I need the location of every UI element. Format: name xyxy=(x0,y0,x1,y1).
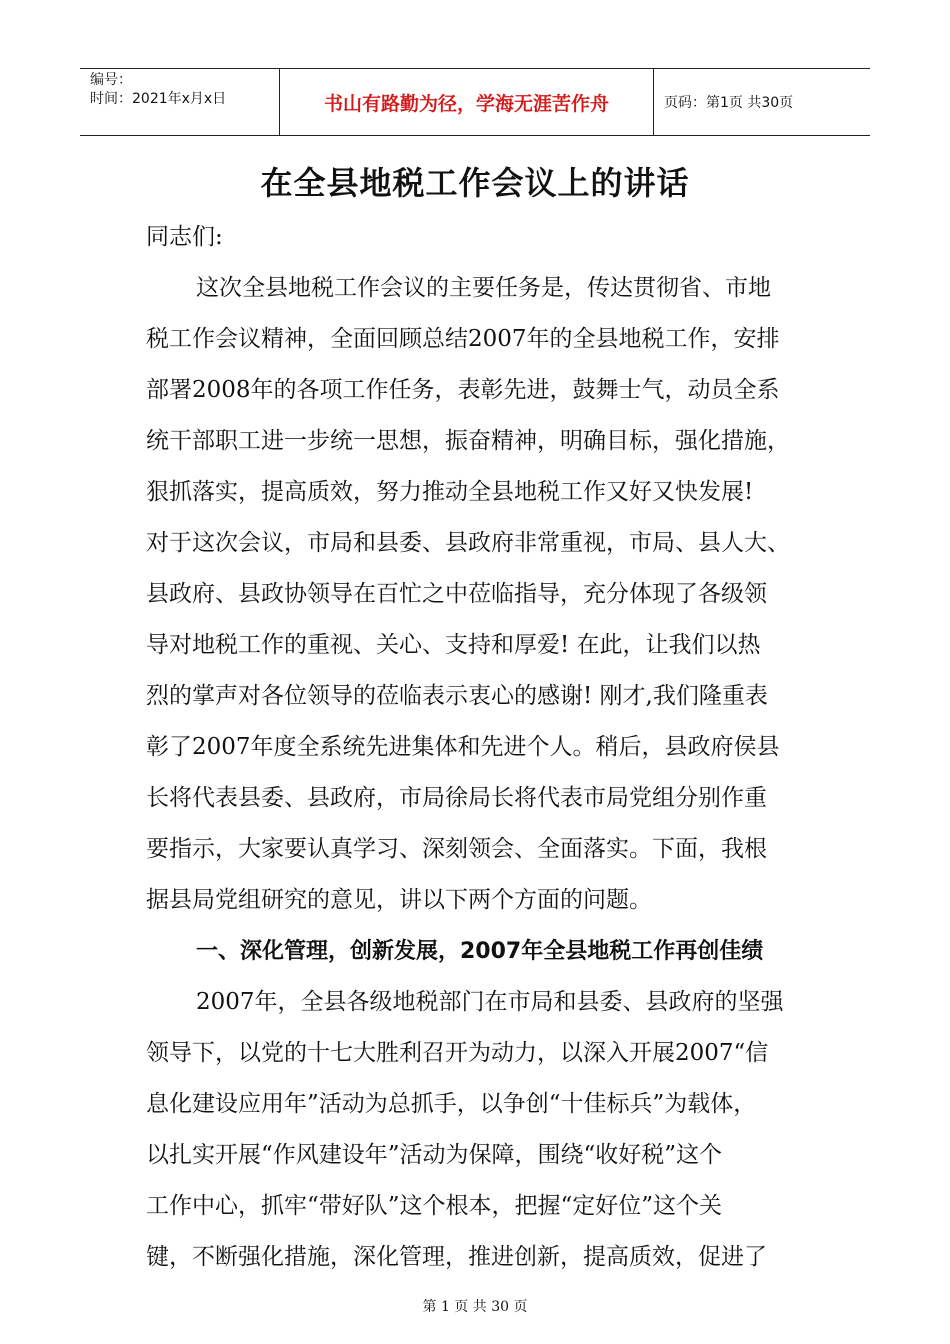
header-motto-cell xyxy=(280,69,654,135)
paragraph-line: 2007年，全县各级地税部门在市局和县委、县政府的坚强 xyxy=(196,989,784,1015)
section-heading: 一、深化管理，创新发展，2007年全县地税工作再创佳绩 xyxy=(196,939,764,964)
page-info-text: 页码：第1页 共30页 xyxy=(664,95,794,111)
paragraph-line: 键，不断强化措施，深化管理，推进创新，提高质效，促进了 xyxy=(146,1244,767,1270)
header-meta-cell xyxy=(80,69,280,135)
paragraph-line: 息化建设应用年”活动为总抓手，以争创“十佳标兵”为载体， xyxy=(146,1091,757,1117)
document-time-label: 时间：2021年x月x日 xyxy=(90,91,227,107)
paragraph-line: 这次全县地税工作会议的主要任务是，传达贯彻省、市地 xyxy=(196,275,771,301)
paragraph-line: 以扎实开展“作风建设年”活动为保障，围绕“收好税”这个 xyxy=(146,1142,723,1168)
paragraph-line: 部署2008年的各项工作任务，表彰先进，鼓舞士气，动员全系 xyxy=(146,377,780,403)
paragraph-line: 工作中心，抓牢“带好队”这个根本，把握“定好位”这个关 xyxy=(146,1193,723,1219)
document-body xyxy=(146,212,814,1283)
paragraph-line: 领导下，以党的十七大胜利召开为动力，以深入开展2007“信 xyxy=(146,1040,769,1066)
paragraph-line: 据县局党组研究的意见，讲以下两个方面的问题。 xyxy=(146,887,652,913)
paragraph-line: 统干部职工进一步统一思想，振奋精神，明确目标，强化措施， xyxy=(146,428,790,454)
paragraph-line: 狠抓落实，提高质效，努力推动全县地税工作又好又快发展! xyxy=(146,479,754,505)
salutation: 同志们: xyxy=(146,224,223,250)
paragraph-line: 长将代表县委、县政府，市局徐局长将代表市局党组分别作重 xyxy=(146,785,767,811)
paragraph-line: 税工作会议精神，全面回顾总结2007年的全县地税工作，安排 xyxy=(146,326,780,352)
page-footer: 第 1 页 共 30 页 xyxy=(422,1299,528,1315)
paragraph-line: 要指示，大家要认真学习、深刻领会、全面落实。下面，我根 xyxy=(146,836,767,862)
header-table xyxy=(80,68,870,136)
paragraph-line: 彰了2007年度全系统先进集体和先进个人。稍后，县政府侯县 xyxy=(146,734,780,760)
paragraph-line: 烈的掌声对各位领导的莅临表示衷心的感谢! 刚才,我们隆重表 xyxy=(146,683,768,709)
motto-text: 书山有路勤为径，学海无涯苦作舟 xyxy=(323,92,609,115)
document-number-label: 编号： xyxy=(90,72,132,88)
paragraph-line: 县政府、县政协领导在百忙之中莅临指导，充分体现了各级领 xyxy=(146,581,767,607)
header-page-cell xyxy=(654,69,870,135)
document-title: 在全县地税工作会议上的讲话 xyxy=(260,164,690,202)
paragraph-line: 导对地税工作的重视、关心、支持和厚爱! 在此，让我们以热 xyxy=(146,632,761,658)
paragraph-line: 对于这次会议，市局和县委、县政府非常重视，市局、县人大、 xyxy=(146,530,790,556)
